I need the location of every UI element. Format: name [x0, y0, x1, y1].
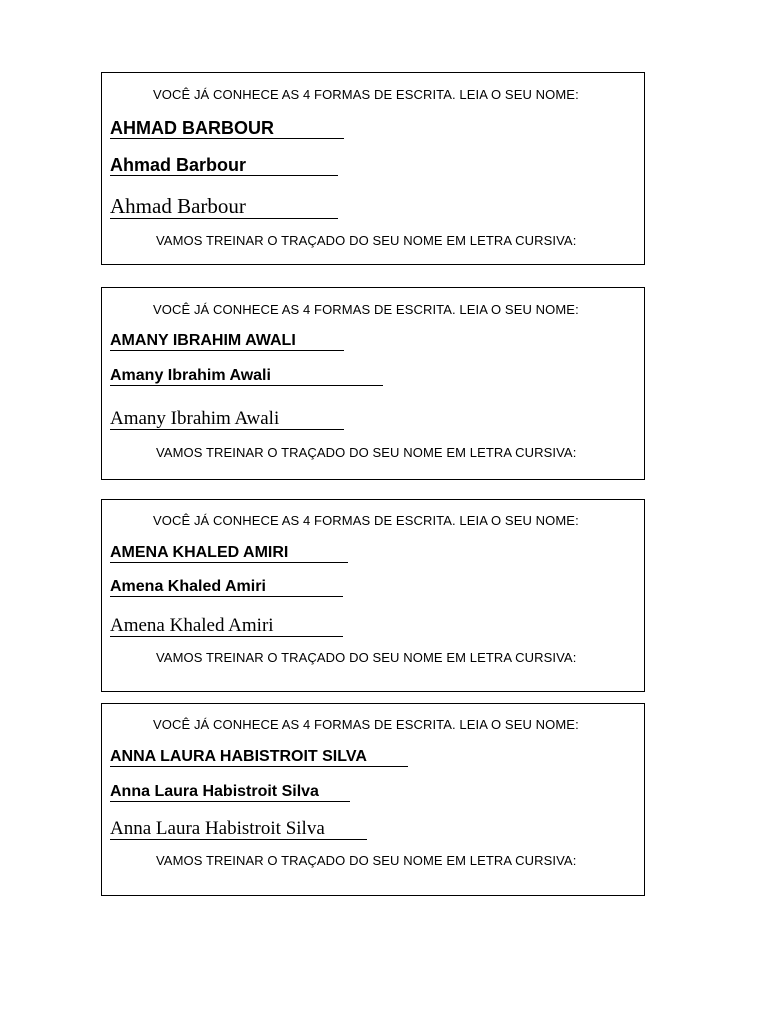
name-card-2 [101, 287, 645, 480]
name-uppercase: AMANY IBRAHIM AWALI [110, 333, 344, 351]
name-serif: Amany Ibrahim Awali [110, 409, 344, 430]
name-card-1 [101, 72, 645, 265]
cursive-practice-instruction: VAMOS TREINAR O TRAÇADO DO SEU NOME EM LETRA CURSIVA: [156, 853, 577, 868]
read-name-instruction: VOCÊ JÁ CONHECE AS 4 FORMAS DE ESCRITA. LEIA O SEU NOME: [153, 87, 579, 102]
read-name-instruction: VOCÊ JÁ CONHECE AS 4 FORMAS DE ESCRITA. LEIA O SEU NOME: [153, 302, 579, 317]
name-serif: Anna Laura Habistroit Silva [110, 819, 367, 840]
name-serif: Ahmad Barbour [110, 196, 338, 219]
read-name-instruction: VOCÊ JÁ CONHECE AS 4 FORMAS DE ESCRITA. LEIA O SEU NOME: [153, 717, 579, 732]
name-uppercase: AHMAD BARBOUR [110, 119, 344, 139]
cursive-practice-instruction: VAMOS TREINAR O TRAÇADO DO SEU NOME EM LETRA CURSIVA: [156, 650, 577, 665]
name-card-4 [101, 703, 645, 896]
name-print: Amany Ibrahim Awali [110, 368, 383, 386]
name-print: Anna Laura Habistroit Silva [110, 784, 350, 802]
name-uppercase: AMENA KHALED AMIRI [110, 545, 348, 563]
name-print: Amena Khaled Amiri [110, 579, 343, 597]
cursive-practice-instruction: VAMOS TREINAR O TRAÇADO DO SEU NOME EM LETRA CURSIVA: [156, 233, 577, 248]
name-print: Ahmad Barbour [110, 156, 338, 176]
read-name-instruction: VOCÊ JÁ CONHECE AS 4 FORMAS DE ESCRITA. LEIA O SEU NOME: [153, 513, 579, 528]
name-uppercase: ANNA LAURA HABISTROIT SILVA [110, 749, 408, 767]
cursive-practice-instruction: VAMOS TREINAR O TRAÇADO DO SEU NOME EM LETRA CURSIVA: [156, 445, 577, 460]
name-serif: Amena Khaled Amiri [110, 616, 343, 637]
name-card-3 [101, 499, 645, 692]
